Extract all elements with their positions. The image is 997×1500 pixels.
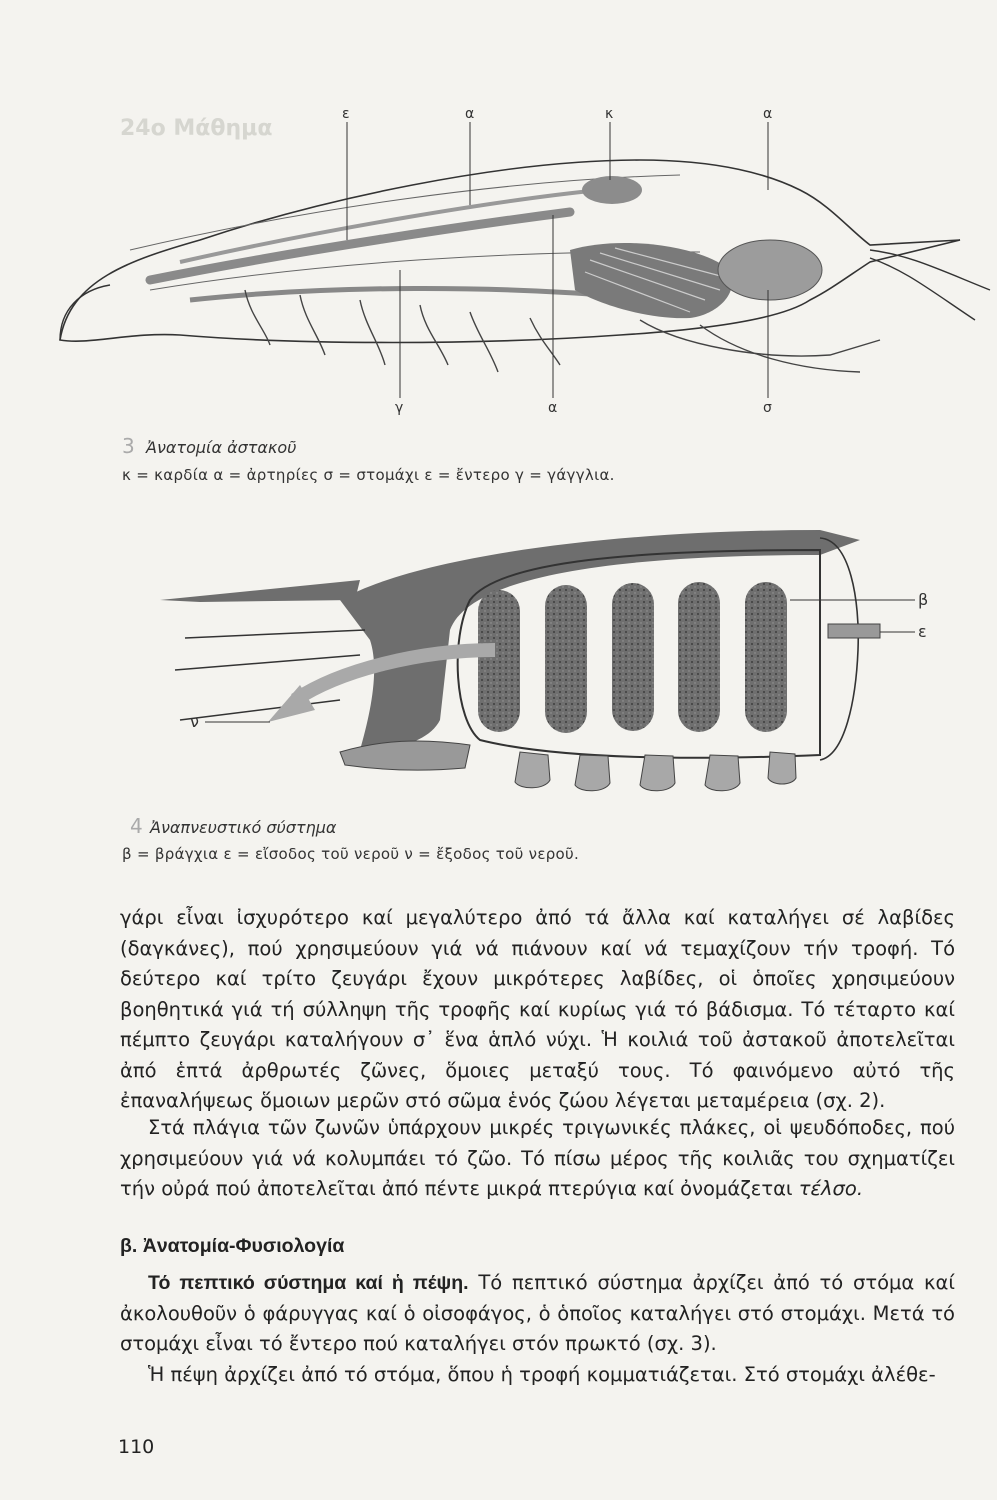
telson-term: τέλσο. (798, 1177, 864, 1200)
fig4-label-e: ε (918, 622, 927, 641)
fig4-label-b: β (918, 590, 929, 609)
paragraph-3 (120, 1268, 955, 1360)
paragraph-3-text: Τό πεπτικό σύστημα ἀρχίζει ἀπό τό στόμα καί ἀκολουθοῦν ὁ φάρυγγας καί ὁ οἰσοφάγος, ὁ ὁποῖος καταλήγει στό στομάχι. Μετά τό στομάχι εἶναι τό ἔντερο πού καταλήγει στόν πρωκτό (σχ. 3). (120, 1271, 955, 1355)
gills (478, 582, 787, 733)
fig4-number: 4 (130, 814, 143, 838)
fig4-legend: β = βράγχια ε = εἴσοδος τοῦ νεροῦ ν = ἔξοδος τοῦ νεροῦ. (122, 845, 580, 863)
digestive-system-title: Τό πεπτικό σύστημα καί ἡ πέψη. (148, 1272, 469, 1294)
lobster-anatomy-figure (0, 90, 997, 530)
page-number: 110 (118, 1436, 155, 1458)
paragraph-legs (120, 903, 955, 1117)
paragraph-2-text: Στά πλάγια τῶν ζωνῶν ὑπάρχουν μικρές τριγωνικές πλάκες, οἱ ψευδόποδες, πού χρησιμεύουν γιά νά κολυμπάει τό ζῶο. Τό πίσω μέρος τῆς κοιλιᾶς του σχηματίζει τήν οὐρά πού ἀποτελεῖται ἀπό πέντε μικρά πτερύγια καί ὀνομάζεται (120, 1116, 955, 1200)
respiratory-system-figure (0, 518, 997, 818)
intestine (150, 212, 570, 280)
lobster-body-outline (60, 160, 960, 343)
nerve-cord (190, 288, 640, 300)
paragraph-2 (120, 1113, 955, 1205)
paragraph-1: γάρι εἶναι ἰσχυρότερο καί μεγαλύτερο ἀπό τά ἄλλα καί καταλήγει σέ λαβίδες (δαγκάνες), πού χρησιμεύουν γιά νά πιάνουν καί νά τεμαχίζουν τήν τροφή. Τό δεύτερο καί τρίτο ζευγάρι ἔχουν μικρότερες λαβίδες, οἱ ὁποῖες χρησιμεύουν βοηθητικά γιά τή σύλληψη τῆς τροφῆς καί κυρίως γιά τό βάδισμα. Τό τέταρτο καί πέμπτο ζευγάρι καταλήγουν σ᾽ ἕνα ἁπλό νύχι. Ἡ κοιλιά τοῦ ἀστακοῦ ἀποτελεῖται ἀπό ἑπτά ἀρθρωτές ζῶνες, ὅμοιες μεταξύ τους. Τό φαινόμενο αὐτό τῆς ἐπαναλήψεως ὅμοιων μερῶν στό σῶμα ἑνός ζώου λέγεται μεταμέρεια (σχ. 2). (120, 906, 955, 1112)
fig3-legend: κ = καρδία α = ἀρτηρίες σ = στομάχι ε = ἔντερο γ = γάγγλια. (122, 466, 615, 484)
fig3-title: Ἀνατομία ἀστακοῦ (146, 438, 297, 457)
heart (582, 176, 642, 204)
paragraph-digestion-2 (120, 1360, 955, 1391)
hepatopancreas (570, 243, 732, 318)
fig3-label-a3: α (548, 400, 558, 416)
section-heading: β. Ἀνατομία-Φυσιολογία (120, 1235, 345, 1257)
fig3-label-a2: α (763, 106, 773, 122)
fig3-label-g: γ (395, 400, 404, 416)
paragraph-pleopods (120, 1113, 955, 1205)
fig3-label-s: σ (763, 400, 772, 416)
fig4-title: Ἀναπνευστικό σύστημα (150, 818, 337, 837)
fig3-label-e: ε (342, 106, 350, 122)
fig4-label-v: ν (190, 712, 199, 731)
paragraph-4: Ἡ πέψη ἀρχίζει ἀπό τό στόμα, ὅπου ἡ τροφή κομματιάζεται. Στό στομάχι ἀλέθε- (148, 1363, 936, 1386)
fig3-number: 3 (122, 434, 135, 458)
paragraph-digestion (120, 1268, 955, 1360)
water-inlet (828, 624, 880, 638)
stomach (718, 240, 822, 300)
fig3-label-a1: α (465, 106, 475, 122)
show-through-text: 24ο Μάθημα (120, 116, 273, 141)
fig3-label-k: κ (605, 106, 614, 122)
